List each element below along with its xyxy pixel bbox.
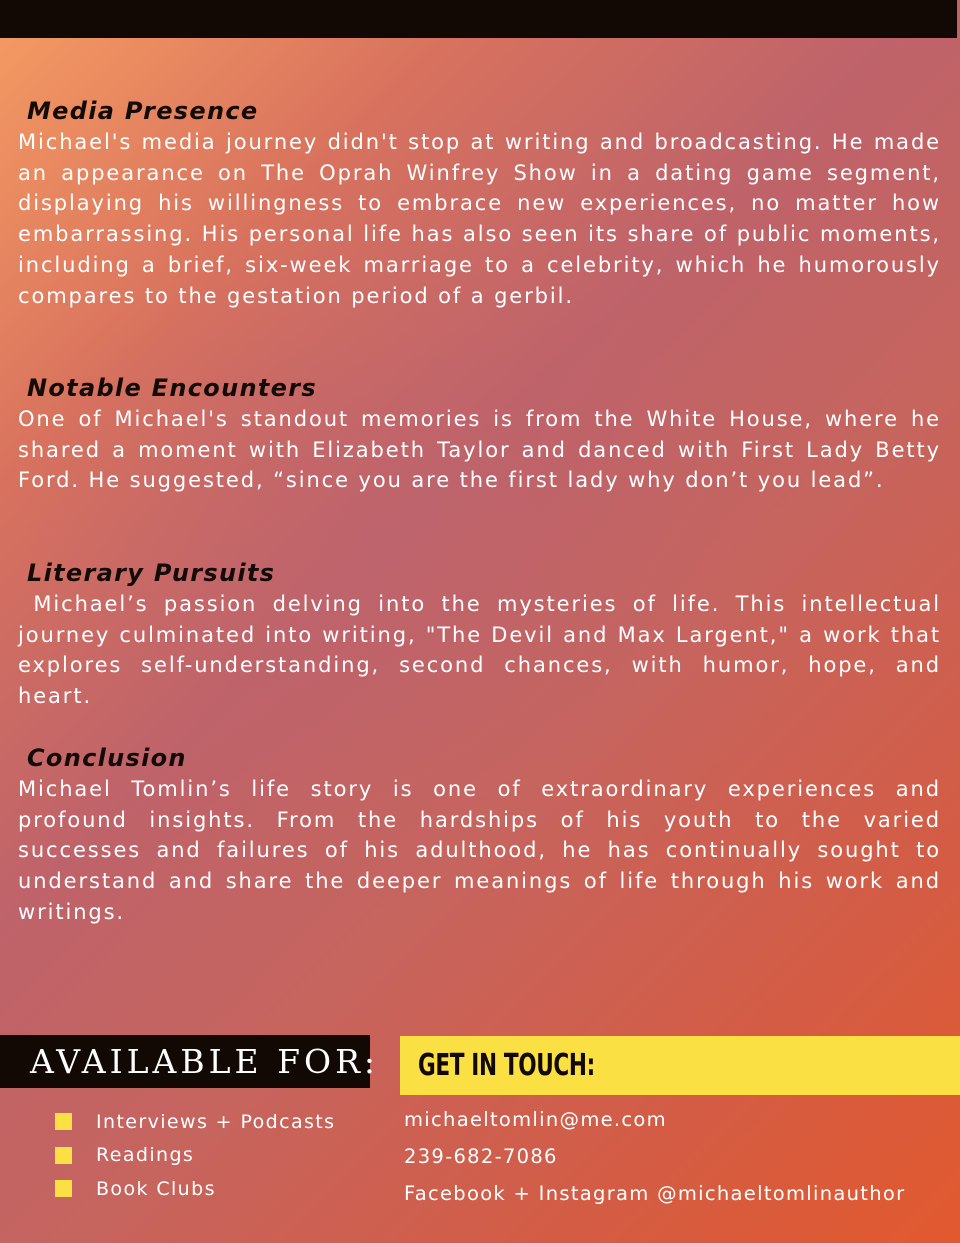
square-bullet-icon	[55, 1180, 72, 1197]
list-item-label: Book Clubs	[96, 1177, 216, 1200]
top-bar	[0, 0, 957, 38]
get-in-touch-title: GET IN TOUCH:	[418, 1048, 595, 1083]
section-body: Michael’s passion delving into the mysteries of life. This intellectual journey culminated into writing, "The Devil and Max Largent," a work that explores self-understanding, second chances, with humor, hope, and heart.	[18, 592, 950, 709]
available-for-banner	[0, 1035, 380, 1088]
square-bullet-icon	[55, 1147, 72, 1164]
contact-email[interactable]: michaeltomlin@me.com	[404, 1108, 667, 1131]
section-body: Michael's media journey didn't stop at writing and broadcasting. He made an appearance on The Oprah Winfrey Show in a dating game segment, displaying his willingness to embrace new experiences, no matter how embarrassing. His personal life has also seen its share of public moments, including a brief, six-week marriage to a celebrity, which he humorously compares to the gestation period of a gerbil.	[18, 130, 941, 308]
section-heading: Literary Pursuits	[27, 559, 276, 587]
get-in-touch-banner	[400, 1036, 960, 1095]
list-item	[55, 1105, 335, 1139]
section-media-presence	[18, 97, 941, 311]
list-item-label: Readings	[96, 1144, 195, 1167]
available-for-title: AVAILABLE FOR:	[30, 1042, 380, 1081]
section-heading: Notable Encounters	[27, 374, 317, 402]
list-item	[55, 1139, 335, 1173]
square-bullet-icon	[55, 1113, 72, 1130]
section-heading: Media Presence	[27, 97, 259, 125]
list-item-label: Interviews + Podcasts	[96, 1110, 336, 1133]
available-for-list	[55, 1105, 335, 1206]
section-notable-encounters	[18, 374, 941, 496]
contact-phone[interactable]: 239-682-7086	[404, 1145, 558, 1168]
section-conclusion	[18, 744, 941, 928]
section-body: One of Michael's standout memories is from the White House, where he shared a moment with Elizabeth Taylor and danced with First Lady Betty Ford. He suggested, “since you are the first lady why don’t you lead”.	[18, 407, 941, 493]
section-heading: Conclusion	[27, 744, 187, 772]
contact-social[interactable]: Facebook + Instagram @michaeltomlinauthor	[404, 1182, 906, 1205]
list-item	[55, 1172, 335, 1206]
section-body: Michael Tomlin’s life story is one of extraordinary experiences and profound insights. From the hardships of his youth to the varied successes and failures of his adulthood, he has continually sought to understand and share the deeper meanings of life through his work and writings.	[18, 777, 941, 924]
section-literary-pursuits	[18, 559, 950, 712]
